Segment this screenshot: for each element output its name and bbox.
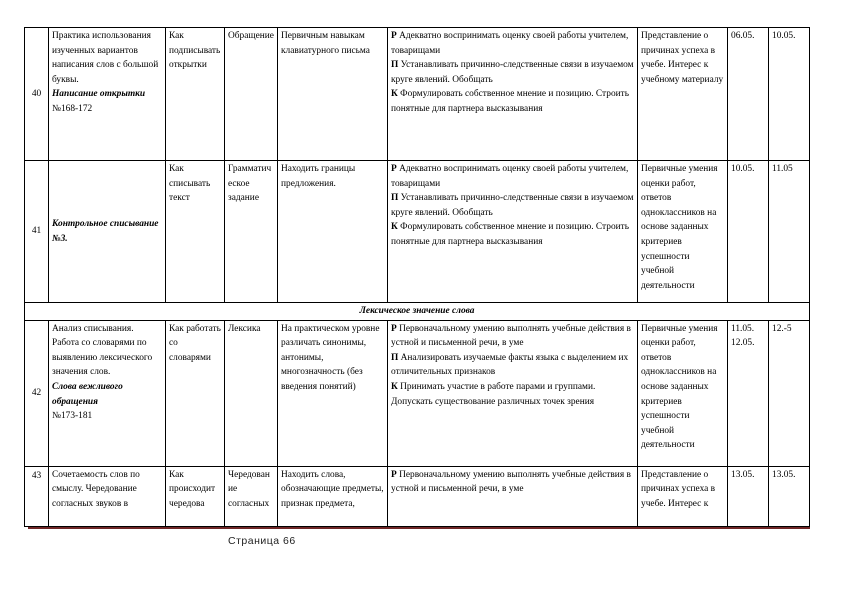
lesson-concept: Обращение [225,28,278,161]
uud-label: Р [391,323,397,334]
uud-label: К [391,381,398,392]
lesson-goal: На практическом уровне различать синонимы, антонимы, многозначность (без введения понятий) [278,320,388,466]
uud-item [391,220,634,249]
uud-item [391,351,634,380]
lesson-goal: Находить границы предложения. [278,161,388,303]
lesson-topic-italic: Контрольное списывание №3. [52,218,159,244]
lesson-number: 40 [25,28,49,161]
lesson-topic: Анализ списывания. Работа со словарями по выявлению лексического значения слов. [52,323,153,378]
uud-item [391,380,634,409]
lesson-concept: Лексика [225,320,278,466]
lesson-goal: Первичным навыкам клавиатурного письма [278,28,388,161]
page-footer: Страница 66 [228,535,296,547]
lesson-date-plan: 06.05. [728,28,769,161]
lesson-topic-italic: Написание открытки [52,89,146,100]
lesson-date-fact: 10.05. [769,28,810,161]
uud-text: Первоначальному умению выполнять учебные действия в устной и письменной речи, в уме [391,469,631,495]
uud-item [391,29,634,58]
page-bottom-rule [28,527,810,529]
lesson-uud-cell [388,466,638,526]
lesson-number: 43 [25,466,49,526]
lesson-personal: Представление о причинах успеха в учебе. Интерес к [638,466,728,526]
uud-text: Анализировать изучаемые факты языка с выделением их отличительных признаков [391,352,629,378]
uud-text: Первоначальному умению выполнять учебные действия в устной и письменной речи, в уме [391,323,631,349]
uud-item [391,468,634,497]
lesson-number: 42 [25,320,49,466]
lesson-personal: Первичные умения оценки работ, ответов одноклассников на основе заданных критериев успешности учебной деятельности [638,320,728,466]
table-row [25,320,810,466]
table-row [25,161,810,303]
table-row [25,28,810,161]
uud-text: Принимать участие в работе парами и группами. Допускать существование различных точек зрения [391,381,596,407]
uud-text: Формулировать собственное мнение и позицию. Строить понятные для партнера высказывания [391,222,630,247]
lesson-topic-cell [49,161,166,303]
uud-item [391,322,634,351]
lesson-concept: Чередование согласных [225,466,278,526]
lesson-concept: Грамматическое задание [225,161,278,303]
section-title: Лексическое значение слова [25,303,810,321]
lesson-number: 41 [25,161,49,303]
lesson-uud-cell [388,28,638,161]
lesson-plan-table [24,27,810,527]
lesson-uud-cell [388,161,638,303]
lesson-date-fact: 13.05. [769,466,810,526]
lesson-date-plan: 11.05. 12.05. [728,320,769,466]
lesson-topic-cell [49,28,166,161]
lesson-question: Как списывать текст [166,161,225,303]
lesson-topic-italic: Слова вежливого обращения [52,381,123,407]
lesson-personal: Первичные умения оценки работ, ответов одноклассников на основе заданных критериев успешности учебной деятельности [638,161,728,303]
uud-item [391,162,634,191]
lesson-question: Как подписывать открытки [166,28,225,161]
uud-label: Р [391,469,397,480]
lesson-goal: Находить слова, обозначающие предметы, признак предмета, [278,466,388,526]
lesson-question: Как работать со словарями [166,320,225,466]
uud-text: Устанавливать причинно-следственные связи в изучаемом круге явлений. Обобщать [391,193,634,218]
lesson-date-plan: 10.05. [728,161,769,303]
uud-text: Адекватно воспринимать оценку своей работы учителем, товарищами [391,164,629,189]
lesson-uud-cell [388,320,638,466]
section-header-row [25,303,810,321]
uud-label: П [391,193,399,204]
uud-item [391,58,634,87]
table-row [25,466,810,526]
lesson-date-fact: 11.05 [769,161,810,303]
uud-text: Формулировать собственное мнение и позицию. Строить понятные для партнера высказывания [391,89,630,114]
lesson-personal: Представление о причинах успеха в учебе. Интерес к учебному материалу [638,28,728,161]
lesson-topic: Сочетаемость слов по смыслу. Чередование согласных звуков в [49,466,166,526]
lesson-topic-ref: №173-181 [52,411,93,422]
lesson-question: Как происходит чередова [166,466,225,526]
uud-label: К [391,89,398,100]
lesson-topic: Практика использования изученных вариантов написания слов с большой буквы. [52,31,159,85]
uud-text: Адекватно воспринимать оценку своей работы учителем, товарищами [391,31,629,56]
uud-item [391,191,634,220]
lesson-topic-cell [49,320,166,466]
uud-label: Р [391,31,397,41]
uud-label: П [391,352,399,363]
lesson-topic-ref: №168-172 [52,103,93,114]
uud-item [391,87,634,116]
lesson-date-fact: 12.-5 [769,320,810,466]
uud-label: Р [391,164,397,174]
uud-label: К [391,222,398,233]
lesson-date-plan: 13.05. [728,466,769,526]
uud-label: П [391,60,399,71]
uud-text: Устанавливать причинно-следственные связи в изучаемом круге явлений. Обобщать [391,60,634,85]
